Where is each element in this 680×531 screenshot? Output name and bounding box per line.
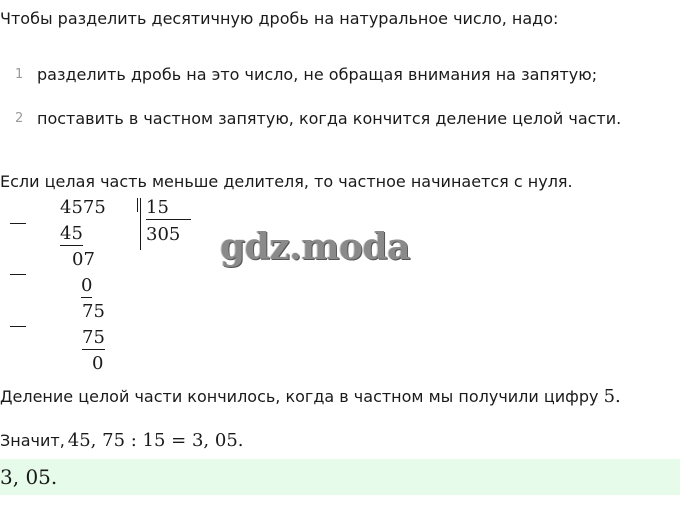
- step-number: 2: [15, 110, 24, 126]
- intro-text: Чтобы разделить десятичную дробь на натуральное число, надо:: [0, 9, 559, 28]
- answer-value: 3, 05.: [0, 465, 58, 489]
- minus-sign: [10, 326, 26, 327]
- done-statement: [0, 386, 621, 408]
- remainder-2: 75: [82, 301, 105, 322]
- conclusion: [0, 430, 244, 452]
- answer-box: [0, 459, 680, 495]
- minus-sign: [10, 274, 26, 275]
- division-bar: [140, 198, 141, 250]
- step-number: 1: [15, 66, 24, 82]
- minus-sign: [10, 223, 26, 224]
- step-text: поставить в частном запятую, когда кончится деление целой части.: [37, 108, 622, 128]
- long-division: [0, 196, 200, 382]
- subtrahend-2: 0: [81, 275, 93, 296]
- dividend: 4575: [60, 197, 106, 218]
- done-text: Деление целой части кончилось, когда в частном мы получили цифру: [0, 387, 599, 406]
- quotient: 305: [146, 224, 181, 245]
- step-1: [0, 63, 597, 85]
- divisor: 15: [146, 197, 191, 220]
- step-2: [0, 107, 621, 129]
- division-bar-tick: [137, 198, 138, 212]
- conclusion-label: Значит,: [0, 431, 65, 450]
- done-digit: 5.: [603, 386, 621, 407]
- rule-text: Если целая часть меньше делителя, то частное начинается с нуля.: [0, 172, 573, 191]
- step-text: разделить дробь на это число, не обращая внимания на запятую;: [37, 64, 598, 84]
- conclusion-expression: 45, 75 : 15 = 3, 05.: [67, 430, 244, 451]
- subtrahend-3: 75: [82, 327, 105, 348]
- remainder-1: 07: [72, 249, 95, 270]
- subtrahend-1: 45: [60, 223, 83, 244]
- watermark-logo: gdz.moda: [220, 226, 410, 268]
- remainder-3: 0: [92, 353, 104, 374]
